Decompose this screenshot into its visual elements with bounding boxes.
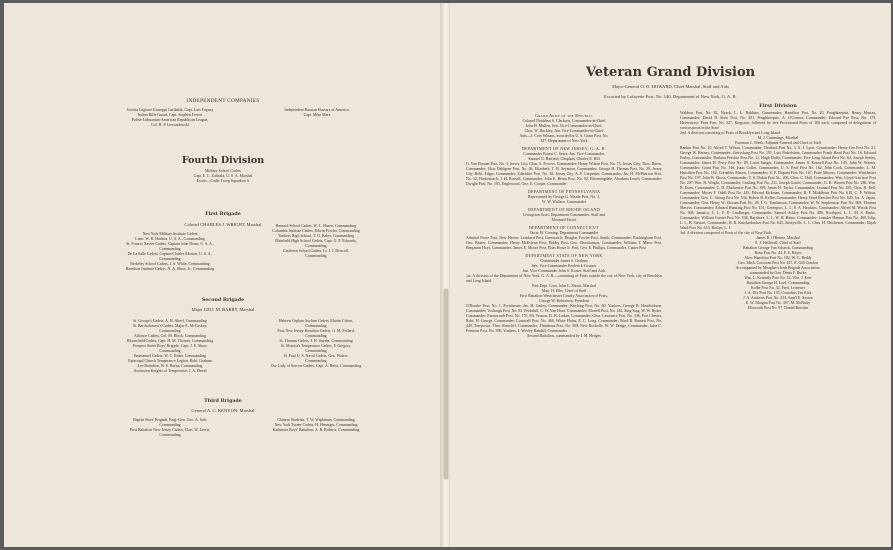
second-brigade-heading: Second Brigade bbox=[201, 297, 245, 303]
fb-left-1: New York Military Institute Cadets bbox=[142, 232, 198, 236]
veteran-division-title: Veteran Grand Division bbox=[585, 65, 756, 80]
sb-left-11: Ascension Knights of Temperance, J. A. David bbox=[133, 369, 207, 373]
paragraph: G. Van Houten Post, No. 3, Jersey City, Chas. S. Powers, Commander; Henry Wilson Post, No. 73, Jersey City, Thos. Burns, Commander; Ulric Dahlgren Post, No. 46, Elizabeth, T. H. Seymour, Commander; George H. Thomas Post, No. 29, Jersey City, Robt. Edgar, Commander; Zabriskie Post, No. 38, Jersey City, A. F. Carpenter, Commander; Jas. H. McPherson Post, No. 52, Hackensack, J. H. Russell, Commander; John E. Beam Post, No. 92, Bloomingdale, Abraham Leach, Commander; Dwight Post, No. 105, Englewood, Geo. E. Cooper, Commander bbox=[466, 162, 662, 186]
sb-right-7: Commanding bbox=[305, 349, 327, 353]
third-brigade-heading: Third Brigade bbox=[204, 398, 242, 404]
sb-right-6: St. Monica's Temperance Cadets, F. Gregory, bbox=[280, 344, 352, 348]
centered-line: Reno Post No. 44, F. S. Hayes bbox=[754, 251, 802, 255]
fb-right-6: Castleton School Cadets, Lt. J. J. Driscoll, bbox=[283, 249, 349, 253]
centered-line: First Battalion Westchester County Association of Posts, bbox=[520, 294, 608, 298]
tb-left-1: Baptist Boys' Brigade, Brig.-Gen. Geo. A. Salt, bbox=[133, 418, 207, 422]
fd-line-2: Capt. E. L. Zalinski, U. S. A. Marshal bbox=[193, 174, 253, 178]
third-brigade-right bbox=[246, 418, 386, 433]
first-brigade-left bbox=[100, 232, 240, 272]
centered-line: Sen. Vice-Commander Frederick Cossum bbox=[531, 264, 597, 268]
first-brigade-right bbox=[246, 224, 386, 259]
sb-left-8: Emmanuel Cadets, W. C. Ritter, Commanding bbox=[134, 354, 206, 358]
fb-right-4: Plainfield High School Cadets, Capt. G. F. Edwards, bbox=[275, 239, 357, 243]
fb-right-7: Commanding bbox=[305, 254, 327, 258]
sb-right-1: Hebrew Orphan Asylum Cadets, Martin Cohen, bbox=[278, 319, 354, 323]
first-brigade-commander: Colonel CHARLES J. WRIGHT, Marshal bbox=[184, 222, 262, 227]
centered-line: Wm. L. Kennedy Post No. 42, Wm. J. Kerr bbox=[744, 276, 812, 280]
ic-left-4: Col. H. P. Lewandowski bbox=[151, 123, 189, 127]
veteran-subtitle-2: Escorted by Lafayette Post, No. 140, Department of New York, G. A. R. bbox=[604, 94, 737, 99]
sb-right-9: Commanding bbox=[305, 359, 327, 363]
centered-line: W. W. Wallace, Commander bbox=[542, 200, 586, 204]
paragraph: 1st. A division of the Department of New York, G. A. R.—consisting of Posts outside the city of New York, city of Brooklyn and Long Island bbox=[466, 274, 662, 283]
section-heading: DEPARTMENT OF RHODE ISLAND bbox=[527, 207, 601, 212]
centered-line: John H. Mullen, Sen. Vice-Commander-in-Chief, bbox=[525, 124, 603, 128]
centered-line: James R. O'Beirne, Marshal bbox=[756, 236, 800, 240]
centered-line: Jun. Vice-Commander John S. Koster, Staff and Aids bbox=[522, 269, 606, 273]
centered-line: J. A. Andrews Post No. 234, Sam'l E. Saxton bbox=[743, 296, 813, 300]
tb-right-3: Kathmore Boys' Battalion, A. R. Roberts, Commanding bbox=[272, 428, 360, 432]
binding-clip bbox=[444, 289, 448, 479]
fb-right-5: Commanding bbox=[305, 244, 327, 248]
paragraph: 3rd. A division composed of Posts of the city of New York bbox=[680, 231, 771, 235]
veteran-column-left bbox=[466, 111, 662, 339]
sb-left-2: St. Bartholomew's Cadets, Major E. McCaskey, bbox=[132, 324, 208, 328]
independent-companies-heading: INDEPENDENT COMPANIES bbox=[186, 98, 260, 104]
independent-companies-left bbox=[100, 108, 240, 128]
fb-left-6: Commanding bbox=[159, 257, 181, 261]
paragraph: Waldron Post, No. 82, Nyack, L. L. Robbins, Commander; Hamilton Post, No. 20, Poughkeepsie, Henry Murray, Commander; David B. Slote Post, No. 301, Poughkeepsie, A. O'Connor, Commander; Edward Pye Post, No. 179, Haverstraw; Pratt Post, No. 227, Kingston; followed by five Provisional Posts of 100 each, composed of delegations of various posts in the State bbox=[680, 111, 876, 130]
centered-line: Past Dept. Com. John C. Shotts, Marshal bbox=[532, 284, 596, 288]
tb-left-2: Commanding bbox=[159, 423, 181, 427]
ic-right-2: Capt. Mike Mara bbox=[303, 113, 331, 117]
tb-left-3: First Battalion New Jersey Cadets, Chas. W. Lewis, bbox=[129, 428, 211, 432]
second-brigade-commander: Major GEO. M. BARRY, Marshal bbox=[191, 307, 255, 312]
fb-left-4: Commanding bbox=[159, 247, 181, 251]
sb-right-3: First New Jersey Battalion Cadets, G. M. Pollard, bbox=[277, 329, 355, 333]
centered-line: J. A. Dix Post No. 135, Cornelius Ten Eick bbox=[744, 291, 812, 295]
paragraph: 2nd. A division consisting of Posts of Brooklyn and Long Island bbox=[680, 131, 780, 135]
centered-line: M. J. Cummings, Marshal bbox=[757, 136, 799, 140]
ic-right-1: Independent Russian Hussars of America, bbox=[284, 108, 350, 112]
fb-left-3: St. Francis Xavier Cadets, Captain John Drum, U. S. A., bbox=[126, 242, 214, 246]
fb-right-3: Yonkers High School, T. O. Baker, Commanding bbox=[277, 234, 355, 238]
fb-left-5: De La Salle Cadets, Captain Charles Morton, U. S. A., bbox=[127, 252, 213, 256]
tb-left-4: Commanding bbox=[159, 433, 181, 437]
sb-left-3: Commanding bbox=[159, 329, 181, 333]
centered-line: Geo. Mich. Corcoran Post No. 427, E. Gill Condon bbox=[738, 261, 818, 265]
independent-companies-right bbox=[262, 108, 372, 118]
centered-line: Oscar W. Corning, Department Commander bbox=[529, 231, 599, 235]
fb-right-1: Barnard School Cadets, W. L. Hazen, Commanding bbox=[275, 224, 357, 228]
centered-line: Commander James S. Graham bbox=[540, 259, 588, 263]
fd-line-1: Military School Cadets bbox=[204, 169, 242, 173]
fb-left-7: Berkeley School Cadets, J. S. White, Commanding bbox=[130, 262, 210, 266]
centered-line: E. J. Helliwell, Chief of Staff bbox=[755, 241, 801, 245]
ic-left-1: Societa Legione Giuseppi Garibaldi, Capt. Luis Fuguay bbox=[126, 108, 214, 112]
tb-right-2: New York Turner Cadets, H. Henniger, Commanding bbox=[274, 423, 358, 427]
ic-left-3: Polish-Lithuanian-American Republican League, bbox=[131, 118, 209, 122]
section-heading: DEPARTMENT STATE OF NEW YORK bbox=[525, 253, 603, 258]
sb-left-9: Episcopal Church Temperance Legion, Robt. Graham bbox=[128, 359, 212, 363]
second-brigade-right bbox=[246, 319, 386, 369]
left-page bbox=[4, 3, 442, 547]
paragraph: Admiral Foote Post, New Haven; Lombard Post, Greenwich; Douglas Fowler Post, Smith, Commander; Buckingham Post, Geo. Baxter, Commander; Henry McEvlena Post; Hobby Post, Geo. Christianson, Commander; William T. Minor Post, Benjamin Hoyt, Commander; James E. Moore Post; Elias Howe Jr. Post, Geo. E. Phillips, Commander; Custer Post bbox=[466, 236, 662, 250]
fb-right-2: Columbia Institute Cadets, Edwin Fowler, Commanding bbox=[272, 229, 360, 233]
veteran-column-right bbox=[680, 111, 876, 311]
centered-line: Foreman C. Meek, Adjutant-General and Chief of Staff bbox=[734, 141, 822, 145]
centered-line: Commander Ernest C. Sears; Jun. Vice-Commander, bbox=[523, 152, 605, 156]
centered-line: Battalion George Van Schaick, Commanding bbox=[743, 246, 813, 250]
section-heading: DEPARTMENT OF NEW JERSEY, G. A. R. bbox=[521, 146, 607, 151]
sb-left-7: Commanding bbox=[159, 349, 181, 353]
centered-line: George W. Robertson, President bbox=[539, 299, 589, 303]
first-division-heading: First Division bbox=[759, 103, 797, 109]
centered-line: Samuel G. Hatfield; Chaplain, Charles E. Hill bbox=[528, 157, 600, 161]
section-heading: DEPARTMENT OF PENNSYLVANIA bbox=[527, 189, 601, 194]
tb-right-1: Chinese Students, T. W. Wightman, Commanding bbox=[277, 418, 355, 422]
sb-left-6: Prospect Street Boys' Brigade, Capt. J. E. Shaw, bbox=[132, 344, 208, 348]
centered-line: Battalion George H. Lord, Commanding bbox=[746, 281, 810, 285]
sb-right-8: St. Paul U. S. Naval Cadets, Geo. Waters, bbox=[283, 354, 349, 358]
centered-line: Represented by George G. Meade Post, No. 1, bbox=[528, 195, 600, 199]
third-brigade-left bbox=[100, 418, 240, 438]
sb-left-4: Alliance Cadets, Col. M. Block, Commanding bbox=[133, 334, 207, 338]
fd-line-3: Escort—Cadet Troop Squadron A bbox=[196, 179, 250, 183]
sb-right-10: Our Lady of Sorrow Cadets, Capt. A. Reiss, Commanding bbox=[270, 364, 362, 368]
fb-left-8: Hamilton Institute Cadets, N. A. Shere, Jr., Commanding bbox=[125, 267, 215, 271]
first-brigade-heading: First Brigade bbox=[205, 211, 241, 217]
centered-line: commanded by Gen. Denis F. Burke bbox=[749, 271, 807, 275]
veteran-subtitle-1: Major-General O. O. HOWARD, Chief Marshal, Staff and Aids bbox=[612, 84, 729, 89]
centered-line: Accompanied by Meagher's Irish Brigade Association, bbox=[735, 266, 821, 270]
centered-line: Alex. Hamilton Post No. 182, W. C. Reddy bbox=[744, 256, 812, 260]
centered-line: 327, Department of New York bbox=[540, 139, 588, 143]
sb-right-4: Commanding bbox=[305, 334, 327, 338]
centered-line: Mounted Escort bbox=[551, 218, 577, 222]
sb-left-1: St. George's Cadets, A. H. Abeel, Commanding bbox=[133, 319, 207, 323]
centered-line: Colonel Thaddeus S. Clarkson, Commander-in-Chief bbox=[522, 119, 606, 123]
paragraph: Rankin Post No. 10, Alfred T. Wilson, Commander; Thatford Post No. 3, A. J. Lyon, Commander; Henry Lee Post No. 21, George W. Berney, Commander; Gettysburg Post No. 191, Luis Finkelstein, Commander; Frank Head Post No. 16, Edward Farley, Commander; Barbara Fritchie Post No. 11, Hugh Duffy, Commander; Five Long Island Post No. 64, Joseph Seeley, Commander; James H. Perry Post No. 89, Louis Sanger, Commander; James S. Kennell Post No. 145, John W. Warner, Commander; Grant Post No. 146, Isaac Collet, Commander; U. S. Ford Post No. 162, John Cook, Commander; L. M. Hamilton Post No. 182, Cornelius Mason, Commander; S. F. Dupont Post No. 167, Peter Meyers, Commander; Winchester Post No. 197, John B. Choss, Commander; T. S. Dakin Post No. 206, Chas. C. Hall, Commander; Wm. Lloyd Garrison Post No. 207, Wm. H. Wright, Commander; Cushing Post No. 231, Joseph Gould, Commander; G. K. Warren Post No. 286, Wm. B. Estes, Commander; C. D. Mackenzie Post No. 399, James H. Taylor, Commander; Leonard Post No. 435, Chas. H. Bell, Commander; Moses F. Odell Post No. 443, Edward Kirkman, Commander; B. F. Middleton Post No. 610, C. F. Wilson, Commander; Geo. C. Strong Post No. 534, Robert B. Keller, Commander; Henry Ward Beecher Post No. 620, Jas. A. Japan, Commander; Gen. Henry W. Slocum Post No. 26, I. G. Tomkinson, Commander; W. W. Stephenson Post No. 669, Thomas Mavers, Commander; Edward Huntting Post No. 151, Greenport, L. I., S. A. Hawkins, Commander; Alfred M. Woods Post No. 368, Jamaica, L. I., F. D. Lindberger, Commander; Samuel Ackley Post No. 486, Northport, L. I., M. S. Burke, Commander; William Garner Post No. 538, Bayshore, L. I., W. H. Haine, Commander; Leander Hanson Post No. 460, Islip, L. I., H. Stewart, Commander; H. B. Knickerbocker Post No. 643, Amityville, L. I., Chas. H. Chichester, Commander; Elijah Ward Post No. 653, Roslyn, L. I. bbox=[680, 146, 876, 230]
sb-left-10: Lee Battalion, W. S. Burns, Commanding bbox=[137, 364, 203, 368]
paragraph: O'Rourke Post, No. 1, Portchester, Jas. H. Gailey, Commander; Kitching Post, No. 60, Yonkers, George B. Hendrickson, Commander; Vosburgh Post, No. 95, Peekskill, C. W. Van Horn, Commander; Morrell Post, No. 144, Sing Sing, W. W. Ryder, Commander; Farnsworth Post, No. 170, Mt. Vernon, D. W. Larkin, Commander; Chas. Lawrence Post, No. 336, Port Chester, Robt. H. George, Commander; Cornwell Post, No. 466, White Plains, E. C. Long, Commander; Ward B. Burnett Post, No. 449, Tarrytown, Thos. Rawcliff, Commander; Planderau Post, No. 509, New Rochelle, W. W. Dodge, Commander; John C. Fremont Post, No. 590, Yonkers, J. Wesley Randall, Commander bbox=[466, 304, 662, 333]
section-heading: Grand Army of the Republic bbox=[535, 113, 593, 118]
right-page bbox=[450, 3, 891, 547]
centered-line: Second Battalion, commanded by I. M. Hedges bbox=[527, 334, 601, 338]
centered-line: Chas. W. Buckley, Jun. Vice-Commander-in-Chief bbox=[524, 129, 604, 133]
section-heading: DEPARTMENT OF CONNECTICUT bbox=[528, 225, 600, 230]
centered-line: Ellsworth Post No. 97, Daniel Riordan bbox=[747, 306, 809, 310]
sb-right-5: St. Thomas Cadets, J. H. Snyder, Commanding bbox=[279, 339, 353, 343]
centered-line: Aids—J. Cory Winans, escorted by U. S. Grant Post, No. bbox=[519, 134, 609, 138]
third-brigade-commander: General A. C. KENYON, Marshal bbox=[191, 408, 255, 413]
fourth-division-title: Fourth Division bbox=[181, 155, 265, 166]
centered-line: E. W. Morgan Post No. 307, M. McNulty bbox=[745, 301, 811, 305]
fourth-division-info bbox=[154, 169, 292, 184]
second-brigade-left bbox=[100, 319, 240, 374]
centered-line: Matt. H. Ellis, Chief of Staff bbox=[541, 289, 587, 293]
ic-left-2: Italian Rifle Guard, Capt. Stephen Ferreri bbox=[137, 113, 203, 117]
book-spread bbox=[4, 3, 891, 547]
sb-right-2: Commanding bbox=[305, 324, 327, 328]
centered-line: Livingston Scott, Department Commander, Staff and bbox=[522, 213, 606, 217]
sb-left-5: Bloomfield Cadets, Capt. H. M. Thomas, Commanding bbox=[126, 339, 214, 343]
fb-left-2: Lieut. W. R. Hudson, U. S. A., Commanding bbox=[135, 237, 205, 241]
centered-line: Kolbe Post No. 32, Fred. Leineiser bbox=[750, 286, 806, 290]
